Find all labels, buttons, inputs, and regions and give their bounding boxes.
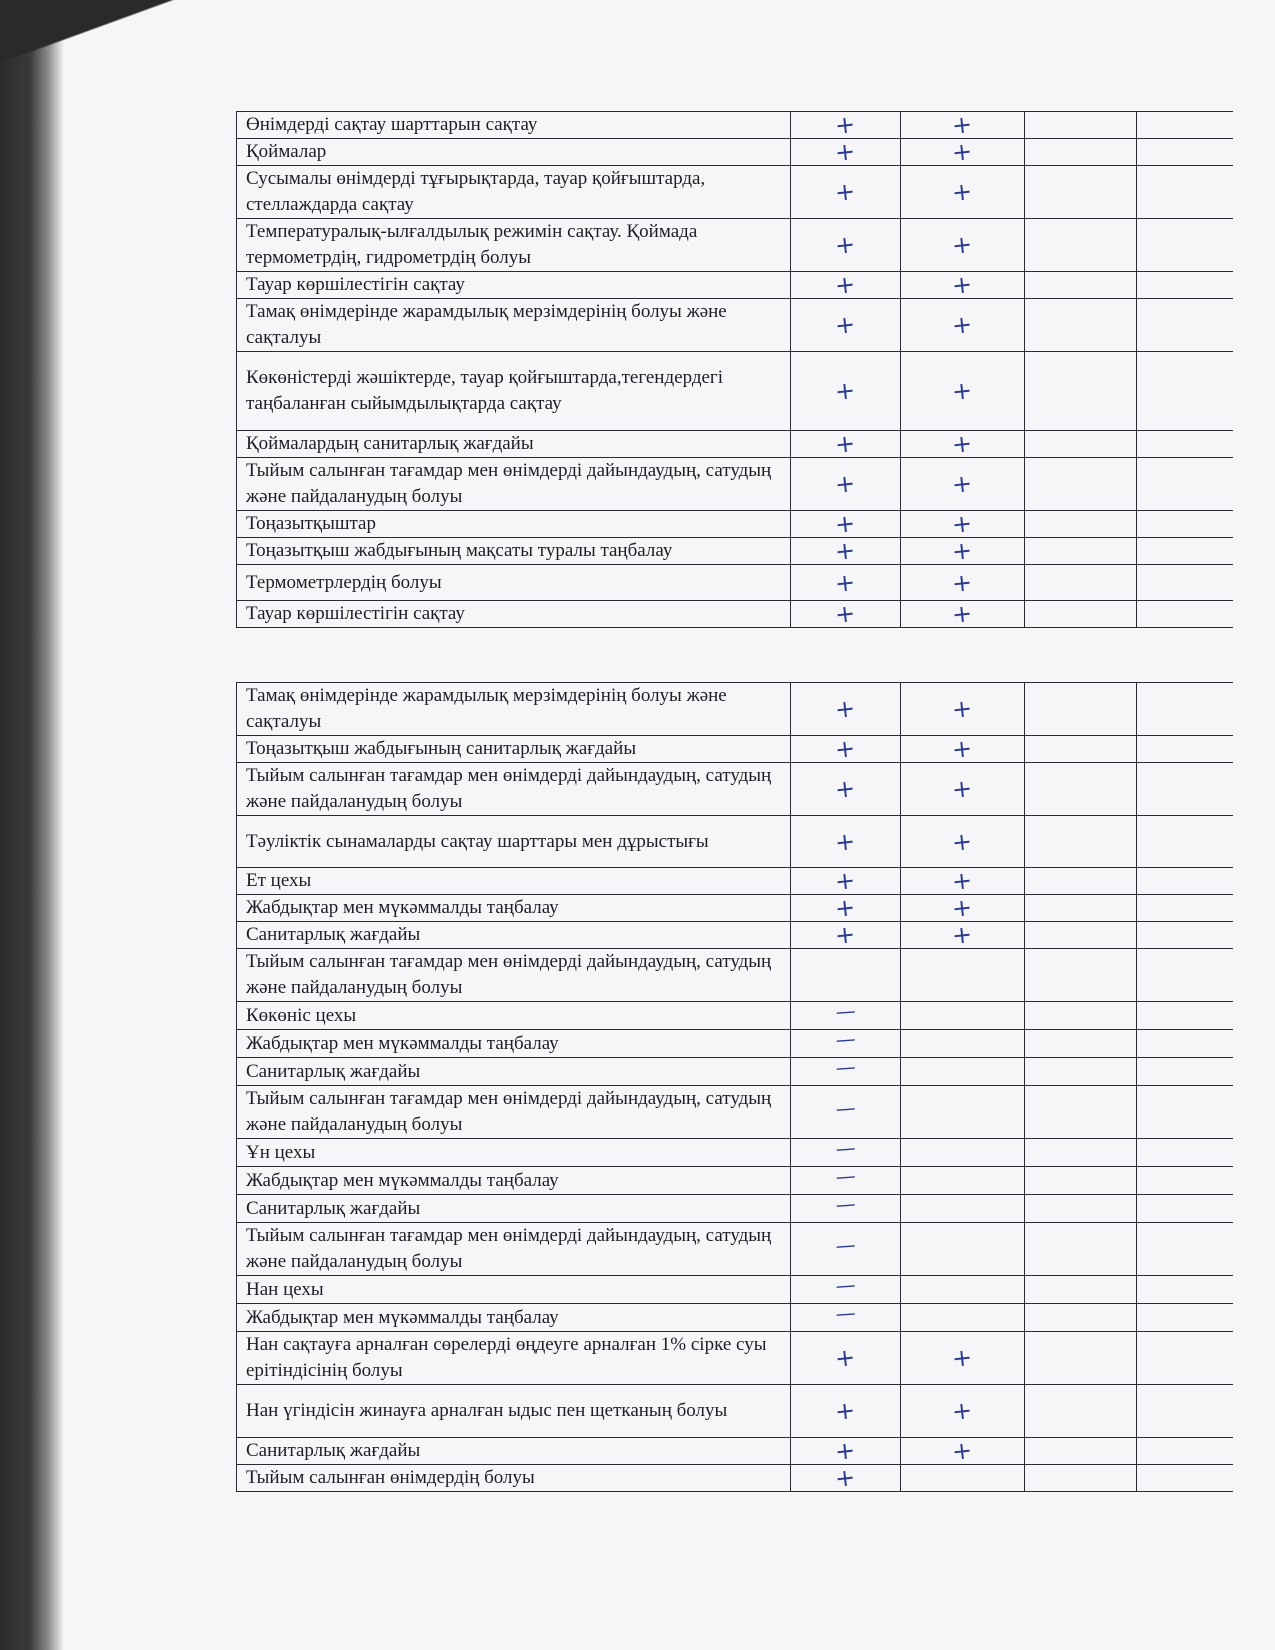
- handwritten-mark: +: [951, 893, 974, 923]
- table-row: [237, 139, 1233, 166]
- handwritten-mark: +: [951, 694, 974, 724]
- check-cell-1: [791, 1300, 901, 1332]
- table-row: [237, 1058, 1233, 1086]
- empty-cell: [1025, 1223, 1137, 1276]
- check-cell-2: [901, 1438, 1025, 1465]
- check-cell-1: [791, 299, 901, 352]
- empty-cell: [1025, 816, 1137, 868]
- handwritten-mark: +: [834, 567, 857, 598]
- handwritten-mark: +: [951, 567, 974, 598]
- empty-cell: [1025, 1385, 1137, 1438]
- table-row: [237, 868, 1233, 895]
- empty-cell: [1025, 112, 1137, 139]
- empty-cell: [1025, 538, 1137, 565]
- handwritten-mark: +: [834, 734, 857, 764]
- empty-cell: [1025, 431, 1137, 458]
- check-cell-2: [901, 949, 1025, 1002]
- empty-cell: [1137, 139, 1233, 166]
- check-cell-2: [901, 816, 1025, 868]
- empty-cell: [1025, 299, 1137, 352]
- empty-cell: [1137, 949, 1233, 1002]
- check-cell-1: [791, 431, 901, 458]
- criterion-text: Көкөніс цехы: [237, 1002, 791, 1030]
- handwritten-mark: +: [834, 536, 857, 566]
- check-cell-2: [901, 352, 1025, 431]
- criterion-text: Жабдықтар мен мүкәммалды таңбалау: [237, 1167, 791, 1195]
- handwritten-mark: +: [834, 920, 857, 950]
- criterion-text: Сусымалы өнімдерді тұғырықтарда, тауар қойғыштарда, стеллаждарда сақтау: [237, 166, 791, 219]
- handwritten-mark: +: [951, 230, 974, 260]
- check-cell-2: [901, 1385, 1025, 1438]
- table-row: [237, 1332, 1233, 1385]
- check-cell-1: [791, 1438, 901, 1465]
- criterion-text: Тоңазытқыш жабдығының санитарлық жағдайы: [237, 736, 791, 763]
- table-row: [237, 816, 1233, 868]
- empty-cell: [1137, 601, 1233, 628]
- empty-cell: [1025, 949, 1137, 1002]
- table-row: [237, 1465, 1233, 1492]
- handwritten-mark: —: [834, 1026, 856, 1052]
- empty-cell: [1137, 1058, 1233, 1086]
- check-cell-2: [901, 219, 1025, 272]
- handwritten-mark: —: [834, 1094, 856, 1121]
- checklist-table-body: [237, 683, 1233, 1492]
- check-cell-2: [901, 601, 1025, 628]
- criterion-text: Қоймалардың санитарлық жағдайы: [237, 431, 791, 458]
- handwritten-mark: +: [951, 774, 974, 804]
- handwritten-mark: —: [834, 1163, 856, 1189]
- table-row: [237, 431, 1233, 458]
- criterion-text: Көкөністерді жәшіктерде, тауар қойғыштарда,тегендердегі таңбаланған сыйымдылықтарда сақтау: [237, 352, 791, 431]
- empty-cell: [1025, 1438, 1137, 1465]
- empty-cell: [1137, 1167, 1233, 1195]
- check-cell-1: [791, 1054, 901, 1086]
- check-cell-2: [901, 1030, 1025, 1058]
- empty-cell: [1025, 1304, 1137, 1332]
- check-cell-2: [901, 1058, 1025, 1086]
- empty-cell: [1137, 299, 1233, 352]
- table-row: [237, 949, 1233, 1002]
- check-cell-1: [791, 736, 901, 763]
- empty-cell: [1025, 601, 1137, 628]
- criterion-text: Жабдықтар мен мүкәммалды таңбалау: [237, 1030, 791, 1058]
- check-cell-1: [791, 1385, 901, 1438]
- table-row: [237, 1385, 1233, 1438]
- table-row: [237, 1030, 1233, 1058]
- empty-cell: [1137, 1438, 1233, 1465]
- empty-cell: [1137, 431, 1233, 458]
- empty-cell: [1025, 1002, 1137, 1030]
- handwritten-mark: +: [951, 866, 974, 896]
- check-cell-1: [791, 949, 901, 1002]
- table-row: [237, 1086, 1233, 1139]
- table-row: [237, 1276, 1233, 1304]
- empty-cell: [1137, 272, 1233, 299]
- empty-cell: [1025, 352, 1137, 431]
- empty-cell: [1137, 1139, 1233, 1167]
- empty-cell: [1137, 868, 1233, 895]
- criterion-text: Санитарлық жағдайы: [237, 1195, 791, 1223]
- empty-cell: [1137, 1223, 1233, 1276]
- table-row: [237, 1304, 1233, 1332]
- check-cell-1: [791, 352, 901, 431]
- check-cell-1: [791, 895, 901, 922]
- empty-cell: [1137, 458, 1233, 511]
- handwritten-mark: +: [951, 1343, 974, 1373]
- empty-cell: [1137, 1465, 1233, 1492]
- check-cell-1: [791, 458, 901, 511]
- handwritten-mark: +: [834, 137, 857, 167]
- handwritten-mark: +: [834, 1396, 857, 1426]
- handwritten-mark: +: [834, 1343, 857, 1373]
- empty-cell: [1137, 763, 1233, 816]
- criterion-text: Тыйым салынған тағамдар мен өнімдерді дайындаудың, сатудың және пайдаланудың болуы: [237, 1086, 791, 1139]
- handwritten-mark: —: [834, 1054, 856, 1080]
- table-row: [237, 1139, 1233, 1167]
- empty-cell: [1025, 272, 1137, 299]
- empty-cell: [1137, 538, 1233, 565]
- empty-cell: [1025, 683, 1137, 736]
- empty-cell: [1025, 1195, 1137, 1223]
- table-row: [237, 511, 1233, 538]
- criterion-text: Термометрлердің болуы: [237, 565, 791, 601]
- check-cell-2: [901, 511, 1025, 538]
- check-cell-1: [791, 112, 901, 139]
- check-cell-2: [901, 458, 1025, 511]
- handwritten-mark: +: [951, 469, 974, 499]
- empty-cell: [1137, 1332, 1233, 1385]
- table-row: [237, 1195, 1233, 1223]
- criterion-text: Тамақ өнімдерінде жарамдылық мерзімдерінің болуы және сақталуы: [237, 683, 791, 736]
- check-cell-2: [901, 763, 1025, 816]
- table-row: [237, 1223, 1233, 1276]
- check-cell-1: [791, 1191, 901, 1223]
- empty-cell: [1025, 219, 1137, 272]
- empty-cell: [1025, 458, 1137, 511]
- check-cell-1: [791, 1465, 901, 1492]
- empty-cell: [1137, 922, 1233, 949]
- check-cell-1: [791, 565, 901, 601]
- criterion-text: Тәуліктік сынамаларды сақтау шарттары мен дұрыстығы: [237, 816, 791, 868]
- check-cell-1: [791, 219, 901, 272]
- check-cell-1: [791, 922, 901, 949]
- table-row: [237, 601, 1233, 628]
- handwritten-mark: +: [834, 866, 857, 896]
- empty-cell: [1137, 683, 1233, 736]
- handwritten-mark: +: [834, 1436, 857, 1466]
- check-cell-1: [791, 601, 901, 628]
- check-cell-2: [901, 1304, 1025, 1332]
- empty-cell: [1025, 139, 1137, 166]
- check-cell-2: [901, 868, 1025, 895]
- table-row: [237, 1438, 1233, 1465]
- table-row: [237, 272, 1233, 299]
- check-cell-2: [901, 139, 1025, 166]
- empty-cell: [1137, 565, 1233, 601]
- check-cell-2: [901, 538, 1025, 565]
- handwritten-mark: +: [834, 310, 857, 340]
- criterion-text: Тыйым салынған тағамдар мен өнімдерді дайындаудың, сатудың және пайдаланудың болуы: [237, 763, 791, 816]
- empty-cell: [1025, 922, 1137, 949]
- checklist-table-workshops: [236, 682, 1233, 1492]
- empty-cell: [1137, 1195, 1233, 1223]
- handwritten-mark: +: [951, 509, 974, 539]
- criterion-text: Санитарлық жағдайы: [237, 1058, 791, 1086]
- handwritten-mark: +: [834, 177, 857, 207]
- table-row: [237, 895, 1233, 922]
- handwritten-mark: +: [951, 376, 974, 406]
- check-cell-2: [901, 1086, 1025, 1139]
- empty-cell: [1137, 895, 1233, 922]
- empty-cell: [1025, 1058, 1137, 1086]
- criterion-text: Температуралық-ылғалдылық режимін сақтау. Қоймада термометрдің, гидрометрдің болуы: [237, 219, 791, 272]
- criterion-text: Тауар көршілестігін сақтау: [237, 601, 791, 628]
- check-cell-2: [901, 112, 1025, 139]
- empty-cell: [1025, 166, 1137, 219]
- criterion-text: Тыйым салынған тағамдар мен өнімдерді дайындаудың, сатудың және пайдаланудың болуы: [237, 458, 791, 511]
- criterion-text: Нан цехы: [237, 1276, 791, 1304]
- handwritten-mark: +: [834, 469, 857, 499]
- handwritten-mark: —: [834, 1272, 856, 1298]
- table-row: [237, 219, 1233, 272]
- criterion-text: Тоңазытқыштар: [237, 511, 791, 538]
- check-cell-1: [791, 868, 901, 895]
- criterion-text: Тыйым салынған өнімдердің болуы: [237, 1465, 791, 1492]
- handwritten-mark: —: [834, 1300, 856, 1326]
- scan-edge-shadow: [0, 0, 64, 1650]
- empty-cell: [1137, 112, 1233, 139]
- check-cell-2: [901, 166, 1025, 219]
- check-cell-2: [901, 1223, 1025, 1276]
- empty-cell: [1025, 1167, 1137, 1195]
- empty-cell: [1025, 1332, 1137, 1385]
- empty-cell: [1025, 1139, 1137, 1167]
- empty-cell: [1137, 736, 1233, 763]
- empty-cell: [1137, 1276, 1233, 1304]
- handwritten-mark: +: [834, 230, 857, 260]
- handwritten-mark: +: [951, 1396, 974, 1426]
- check-cell-2: [901, 1167, 1025, 1195]
- check-cell-2: [901, 1465, 1025, 1492]
- criterion-text: Тыйым салынған тағамдар мен өнімдерді дайындаудың, сатудың және пайдаланудың болуы: [237, 1223, 791, 1276]
- handwritten-mark: —: [834, 998, 856, 1024]
- empty-cell: [1025, 1086, 1137, 1139]
- empty-cell: [1137, 1086, 1233, 1139]
- empty-cell: [1025, 868, 1137, 895]
- criterion-text: Санитарлық жағдайы: [237, 922, 791, 949]
- criterion-text: Ұн цехы: [237, 1139, 791, 1167]
- handwritten-mark: +: [951, 1436, 974, 1466]
- criterion-text: Нан сақтауға арналған сөрелерді өңдеуге арналған 1% сірке суы ерітіндісінің болуы: [237, 1332, 791, 1385]
- check-cell-1: [791, 683, 901, 736]
- criterion-text: Тауар көршілестігін сақтау: [237, 272, 791, 299]
- handwritten-mark: +: [834, 599, 857, 629]
- handwritten-mark: +: [951, 110, 974, 140]
- criterion-text: Тоңазытқыш жабдығының мақсаты туралы таңбалау: [237, 538, 791, 565]
- check-cell-2: [901, 736, 1025, 763]
- table-row: [237, 352, 1233, 431]
- table-row: [237, 922, 1233, 949]
- handwritten-mark: —: [834, 1191, 856, 1217]
- handwritten-mark: +: [951, 429, 974, 459]
- handwritten-mark: +: [951, 826, 974, 857]
- check-cell-1: [791, 272, 901, 299]
- check-cell-2: [901, 1332, 1025, 1385]
- check-cell-1: [791, 166, 901, 219]
- handwritten-mark: +: [834, 110, 857, 140]
- table-row: [237, 458, 1233, 511]
- empty-cell: [1025, 895, 1137, 922]
- criterion-text: Санитарлық жағдайы: [237, 1438, 791, 1465]
- check-cell-2: [901, 1139, 1025, 1167]
- empty-cell: [1025, 736, 1137, 763]
- table-row: [237, 538, 1233, 565]
- table-row: [237, 112, 1233, 139]
- handwritten-mark: +: [951, 920, 974, 950]
- check-cell-2: [901, 1002, 1025, 1030]
- check-cell-1: [791, 1086, 901, 1139]
- table-row: [237, 1167, 1233, 1195]
- empty-cell: [1025, 763, 1137, 816]
- handwritten-mark: +: [834, 826, 857, 857]
- check-cell-2: [901, 565, 1025, 601]
- handwritten-mark: +: [951, 734, 974, 764]
- handwritten-mark: +: [951, 177, 974, 207]
- table-row: [237, 763, 1233, 816]
- handwritten-mark: +: [834, 429, 857, 459]
- check-cell-1: [791, 538, 901, 565]
- table-row: [237, 683, 1233, 736]
- check-cell-1: [791, 816, 901, 868]
- criterion-text: Тыйым салынған тағамдар мен өнімдерді дайындаудың, сатудың және пайдаланудың болуы: [237, 949, 791, 1002]
- handwritten-mark: +: [834, 774, 857, 804]
- check-cell-2: [901, 1195, 1025, 1223]
- empty-cell: [1137, 352, 1233, 431]
- empty-cell: [1137, 511, 1233, 538]
- handwritten-mark: +: [951, 137, 974, 167]
- empty-cell: [1025, 1276, 1137, 1304]
- handwritten-mark: +: [834, 509, 857, 539]
- empty-cell: [1025, 1465, 1137, 1492]
- check-cell-1: [791, 763, 901, 816]
- criterion-text: Қоймалар: [237, 139, 791, 166]
- check-cell-1: [791, 1332, 901, 1385]
- criterion-text: Нан үгіндісін жинауға арналған ыдыс пен щетканың болуы: [237, 1385, 791, 1438]
- handwritten-mark: +: [951, 536, 974, 566]
- table-row: [237, 299, 1233, 352]
- check-cell-2: [901, 272, 1025, 299]
- handwritten-mark: +: [834, 376, 857, 406]
- checklist-table-storage: [236, 111, 1233, 628]
- table-row: [237, 1002, 1233, 1030]
- handwritten-mark: +: [834, 270, 857, 300]
- empty-cell: [1137, 1304, 1233, 1332]
- empty-cell: [1137, 816, 1233, 868]
- folded-corner: [0, 0, 240, 90]
- criterion-text: Ет цехы: [237, 868, 791, 895]
- check-cell-2: [901, 895, 1025, 922]
- handwritten-mark: —: [834, 1231, 856, 1258]
- handwritten-mark: +: [951, 310, 974, 340]
- table-row: [237, 565, 1233, 601]
- handwritten-mark: +: [834, 694, 857, 724]
- criterion-text: Тамақ өнімдерінде жарамдылық мерзімдерінің болуы және сақталуы: [237, 299, 791, 352]
- empty-cell: [1137, 1030, 1233, 1058]
- empty-cell: [1025, 511, 1137, 538]
- check-cell-2: [901, 299, 1025, 352]
- check-cell-1: [791, 511, 901, 538]
- check-cell-2: [901, 683, 1025, 736]
- handwritten-mark: —: [834, 1135, 856, 1161]
- handwritten-mark: +: [951, 270, 974, 300]
- empty-cell: [1137, 1002, 1233, 1030]
- check-cell-2: [901, 431, 1025, 458]
- empty-cell: [1137, 219, 1233, 272]
- criterion-text: Жабдықтар мен мүкәммалды таңбалау: [237, 895, 791, 922]
- handwritten-mark: +: [834, 1463, 857, 1493]
- empty-cell: [1137, 166, 1233, 219]
- check-cell-2: [901, 1276, 1025, 1304]
- empty-cell: [1025, 1030, 1137, 1058]
- empty-cell: [1137, 1385, 1233, 1438]
- check-cell-2: [901, 922, 1025, 949]
- table-row: [237, 166, 1233, 219]
- empty-cell: [1025, 565, 1137, 601]
- handwritten-mark: +: [951, 599, 974, 629]
- table-row: [237, 736, 1233, 763]
- check-cell-1: [791, 1223, 901, 1276]
- handwritten-mark: +: [834, 893, 857, 923]
- checklist-table-body: [237, 112, 1233, 628]
- check-cell-1: [791, 139, 901, 166]
- criterion-text: Өнімдерді сақтау шарттарын сақтау: [237, 112, 791, 139]
- criterion-text: Жабдықтар мен мүкәммалды таңбалау: [237, 1304, 791, 1332]
